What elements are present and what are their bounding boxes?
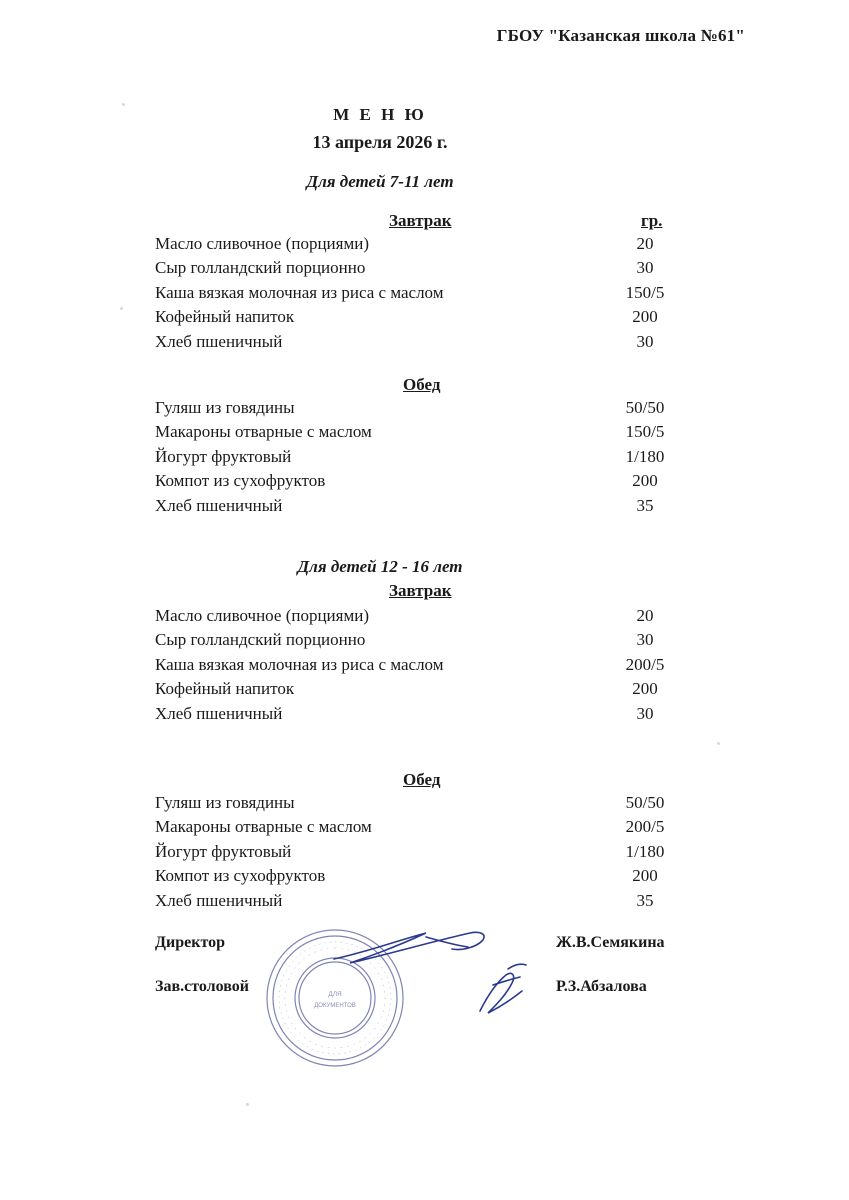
dish-name: Хлеб пшеничный xyxy=(155,890,283,910)
dish-name: Хлеб пшеничный xyxy=(155,703,283,723)
dish-gram: 20 xyxy=(636,606,654,625)
menu-row xyxy=(155,420,695,444)
dish-name: Гуляш из говядины xyxy=(155,398,295,417)
item-list-breakfast-2 xyxy=(155,604,695,726)
item-list-lunch-1 xyxy=(155,396,695,518)
signature-row-canteen-manager xyxy=(0,978,849,1022)
menu-row xyxy=(155,396,695,420)
dish-name: Каша вязкая молочная из риса с маслом xyxy=(155,282,444,302)
menu-date: 13 апреля 2026 г. xyxy=(312,132,448,152)
dish-gram: 30 xyxy=(636,703,654,723)
dish-name: Йогурт фруктовый xyxy=(155,841,292,861)
menu-title: М Е Н Ю xyxy=(333,105,427,124)
menu-row xyxy=(155,677,695,701)
units-header: гр. xyxy=(641,211,663,230)
dish-gram: 50/50 xyxy=(625,398,665,417)
menu-row xyxy=(155,702,695,726)
dish-name: Компот из сухофруктов xyxy=(155,866,326,886)
stamp-inner-line1: ДЛЯ xyxy=(328,991,342,998)
menu-row xyxy=(155,469,695,493)
dish-name: Сыр голландский порционно xyxy=(155,630,366,650)
menu-row xyxy=(155,305,695,329)
dish-name: Сыр голландский порционно xyxy=(155,258,366,278)
dish-gram: 30 xyxy=(636,258,654,278)
dish-gram: 200/5 xyxy=(625,817,665,837)
dish-name: Йогурт фруктовый xyxy=(155,446,292,466)
dish-gram: 150/5 xyxy=(625,282,665,302)
signature-name: Р.З.Абзалова xyxy=(556,978,647,995)
dish-gram: 200 xyxy=(632,866,658,886)
organization-header: ГБОУ "Казанская школа №61" xyxy=(496,26,745,45)
signature-row-director xyxy=(0,934,849,978)
age-group-title-2: Для детей 12 - 16 лет xyxy=(297,557,463,576)
menu-row xyxy=(155,494,695,518)
signature-role: Директор xyxy=(155,934,225,951)
dish-gram: 200 xyxy=(632,679,658,699)
menu-row xyxy=(155,791,695,815)
stamp-inner-line2: ДОКУМЕНТОВ xyxy=(314,1003,356,1009)
menu-row xyxy=(155,604,695,628)
signature-name: Ж.В.Семякина xyxy=(556,934,665,951)
dish-gram: 200 xyxy=(632,307,658,327)
dish-name: Хлеб пшеничный xyxy=(155,331,283,351)
signature-role: Зав.столовой xyxy=(155,978,249,995)
dish-gram: 150/5 xyxy=(625,422,665,442)
item-list-lunch-2 xyxy=(155,791,695,913)
dish-name: Компот из сухофруктов xyxy=(155,471,326,491)
dish-gram: 200/5 xyxy=(625,654,665,674)
dish-name: Хлеб пшеничный xyxy=(155,495,283,515)
menu-row xyxy=(155,628,695,652)
menu-row xyxy=(155,840,695,864)
menu-row xyxy=(155,330,695,354)
menu-row xyxy=(155,653,695,677)
dish-name: Кофейный напиток xyxy=(155,679,295,699)
menu-row xyxy=(155,864,695,888)
menu-row xyxy=(155,889,695,913)
paper-speck xyxy=(717,742,720,745)
menu-row xyxy=(155,281,695,305)
section-header-breakfast-2: Завтрак xyxy=(389,581,452,600)
dish-gram: 30 xyxy=(636,630,654,650)
dish-gram: 1/180 xyxy=(625,446,665,466)
dish-name: Макароны отварные с маслом xyxy=(155,422,372,442)
dish-gram: 200 xyxy=(632,471,658,491)
section-header-breakfast-1: Завтрак xyxy=(389,211,452,230)
dish-name: Каша вязкая молочная из риса с маслом xyxy=(155,654,444,674)
item-list-breakfast-1 xyxy=(155,232,695,354)
dish-gram: 30 xyxy=(636,331,654,351)
signature-block xyxy=(0,934,849,1022)
menu-row xyxy=(155,256,695,280)
age-group-title-1: Для детей 7-11 лет xyxy=(306,172,454,191)
dish-name: Масло сливочное (порциями) xyxy=(155,234,369,253)
paper-speck xyxy=(120,307,123,310)
dish-gram: 50/50 xyxy=(625,793,665,812)
dish-gram: 20 xyxy=(636,234,654,253)
dish-gram: 35 xyxy=(636,495,654,515)
dish-gram: 35 xyxy=(636,890,654,910)
section-header-lunch-2: Обед xyxy=(403,770,441,789)
section-header-lunch-1: Обед xyxy=(403,375,441,394)
dish-name: Макароны отварные с маслом xyxy=(155,817,372,837)
dish-gram: 1/180 xyxy=(625,841,665,861)
paper-speck xyxy=(246,1103,249,1106)
title-block xyxy=(0,105,760,153)
dish-name: Масло сливочное (порциями) xyxy=(155,606,369,625)
dish-name: Кофейный напиток xyxy=(155,307,295,327)
dish-name: Гуляш из говядины xyxy=(155,793,295,812)
menu-row xyxy=(155,232,695,256)
menu-row xyxy=(155,445,695,469)
menu-row xyxy=(155,815,695,839)
